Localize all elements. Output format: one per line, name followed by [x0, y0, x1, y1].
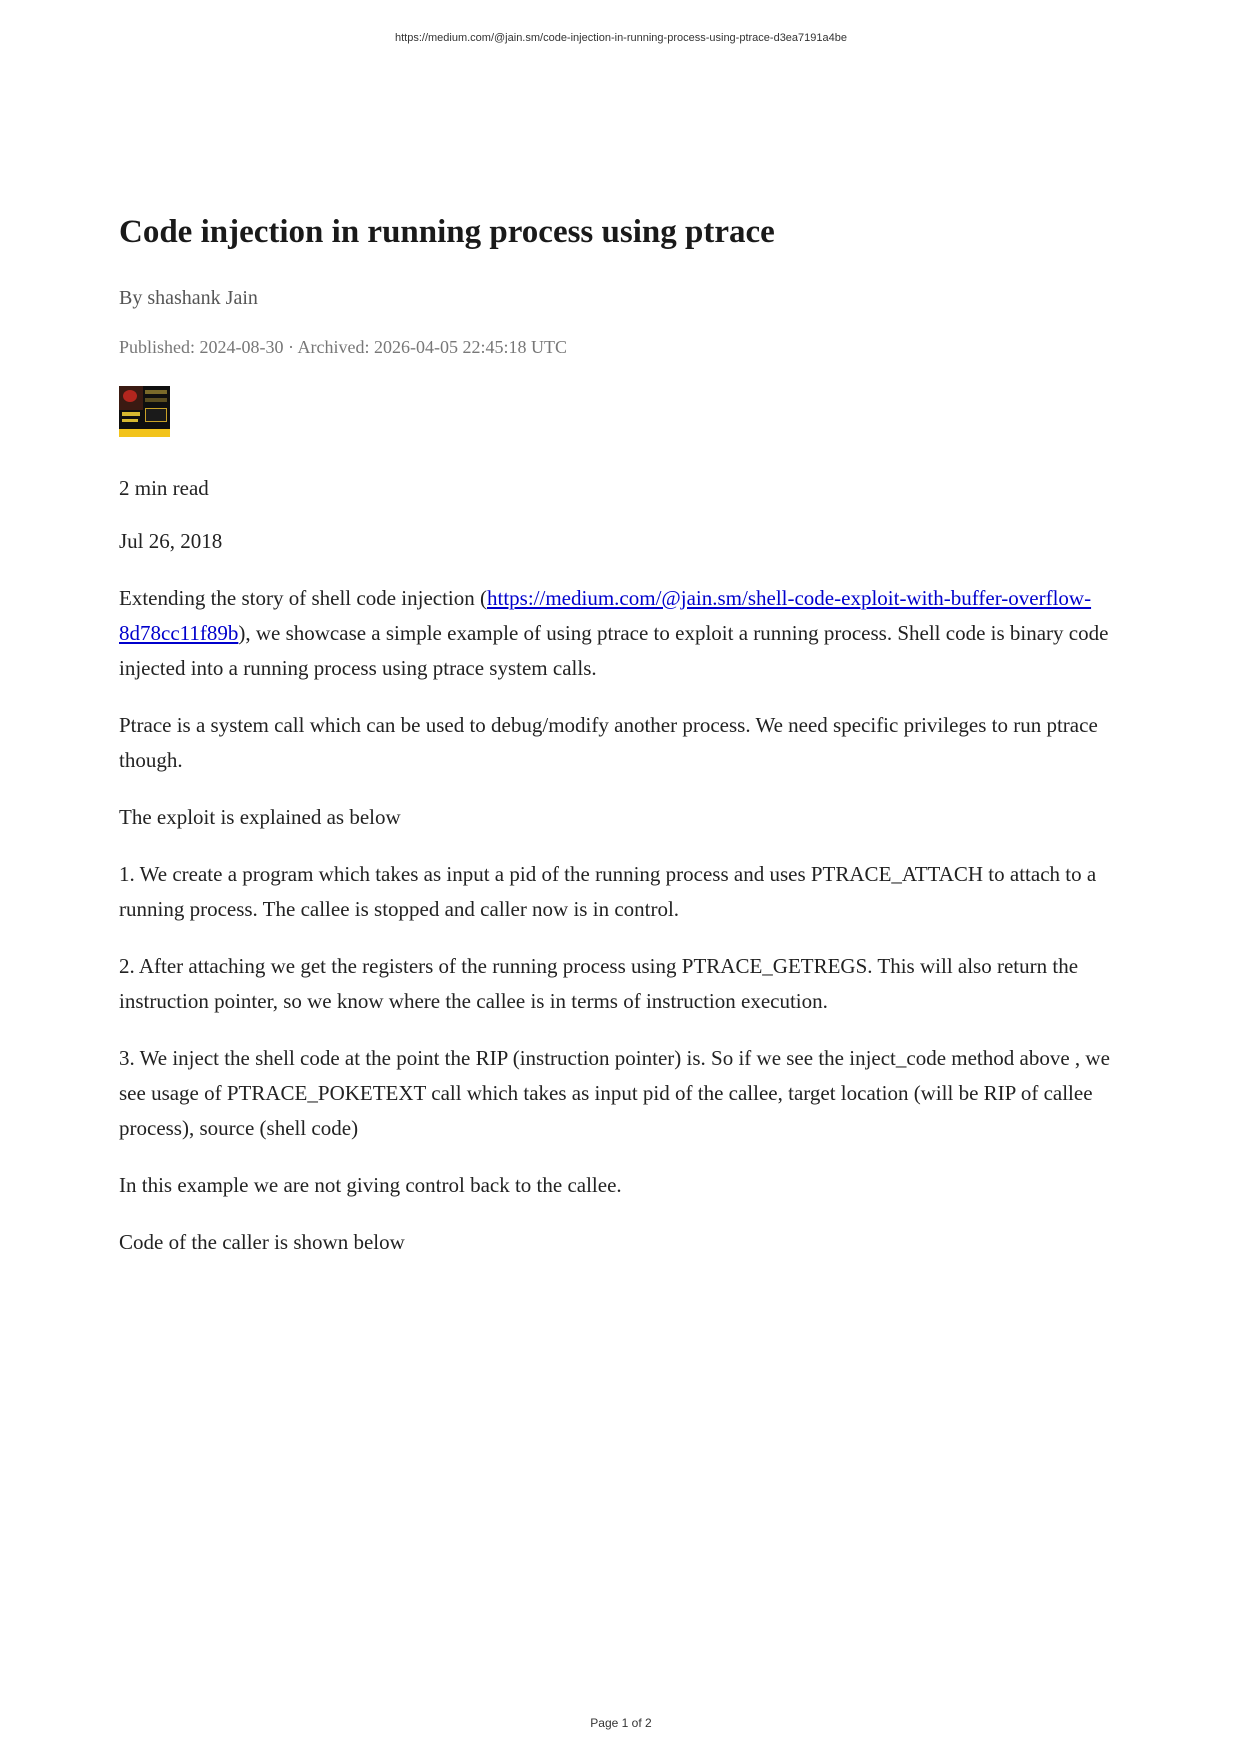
body-paragraph: Ptrace is a system call which can be used to debug/modify another process. We need specific privileges to run ptrace though.: [119, 712, 1098, 772]
shell-code-article-link[interactable]: https://medium.com/@jain.sm/shell-code-exploit-with-buffer-overflow-8d78cc11f89b: [119, 585, 1092, 645]
step-1-paragraph: 1. We create a program which takes as input a pid of the running process and uses PTRACE_ATTACH to attach to a running process. The callee is stopped and caller now is in control.: [119, 861, 1097, 921]
publish-archive-meta: Published: 2024-08-30 · Archived: 2026-04-05 22:45:18 UTC: [119, 337, 567, 358]
page-number-footer: Page 1 of 2: [590, 1716, 652, 1730]
step-3-paragraph: 3. We inject the shell code at the point the RIP (instruction pointer) is. So if we see the inject_code method above , we see usage of PTRACE_POKETEXT call which takes as input pid of the callee, target location (will be RIP of callee process), source (shell code): [119, 1045, 1110, 1140]
article: [119, 212, 1129, 1282]
intro-text-after: ), we showcase a simple example of using ptrace to exploit a running process. Shell code is binary code injected into a running process using ptrace system calls.: [119, 620, 1109, 680]
step-2-paragraph: 2. After attaching we get the registers of the running process using PTRACE_GETREGS. This will also return the instruction pointer, so we know where the callee is in terms of instruction execution.: [119, 953, 1079, 1013]
intro-text-before: Extending the story of shell code injection (: [119, 585, 487, 610]
author-byline: By shashank Jain: [119, 287, 258, 310]
read-time: 2 min read: [119, 475, 209, 500]
body-paragraph: The exploit is explained as below: [119, 804, 401, 829]
intro-paragraph: [119, 581, 1129, 686]
article-date: Jul 26, 2018: [119, 528, 223, 553]
body-paragraph: Code of the caller is shown below: [119, 1229, 405, 1254]
body-paragraph: In this example we are not giving control back to the callee.: [119, 1172, 622, 1197]
article-title: Code injection in running process using ptrace: [119, 214, 775, 250]
author-thumbnail-image: [119, 386, 170, 437]
page-url-header: https://medium.com/@jain.sm/code-injection-in-running-process-using-ptrace-d3ea7191a4be: [394, 32, 847, 44]
